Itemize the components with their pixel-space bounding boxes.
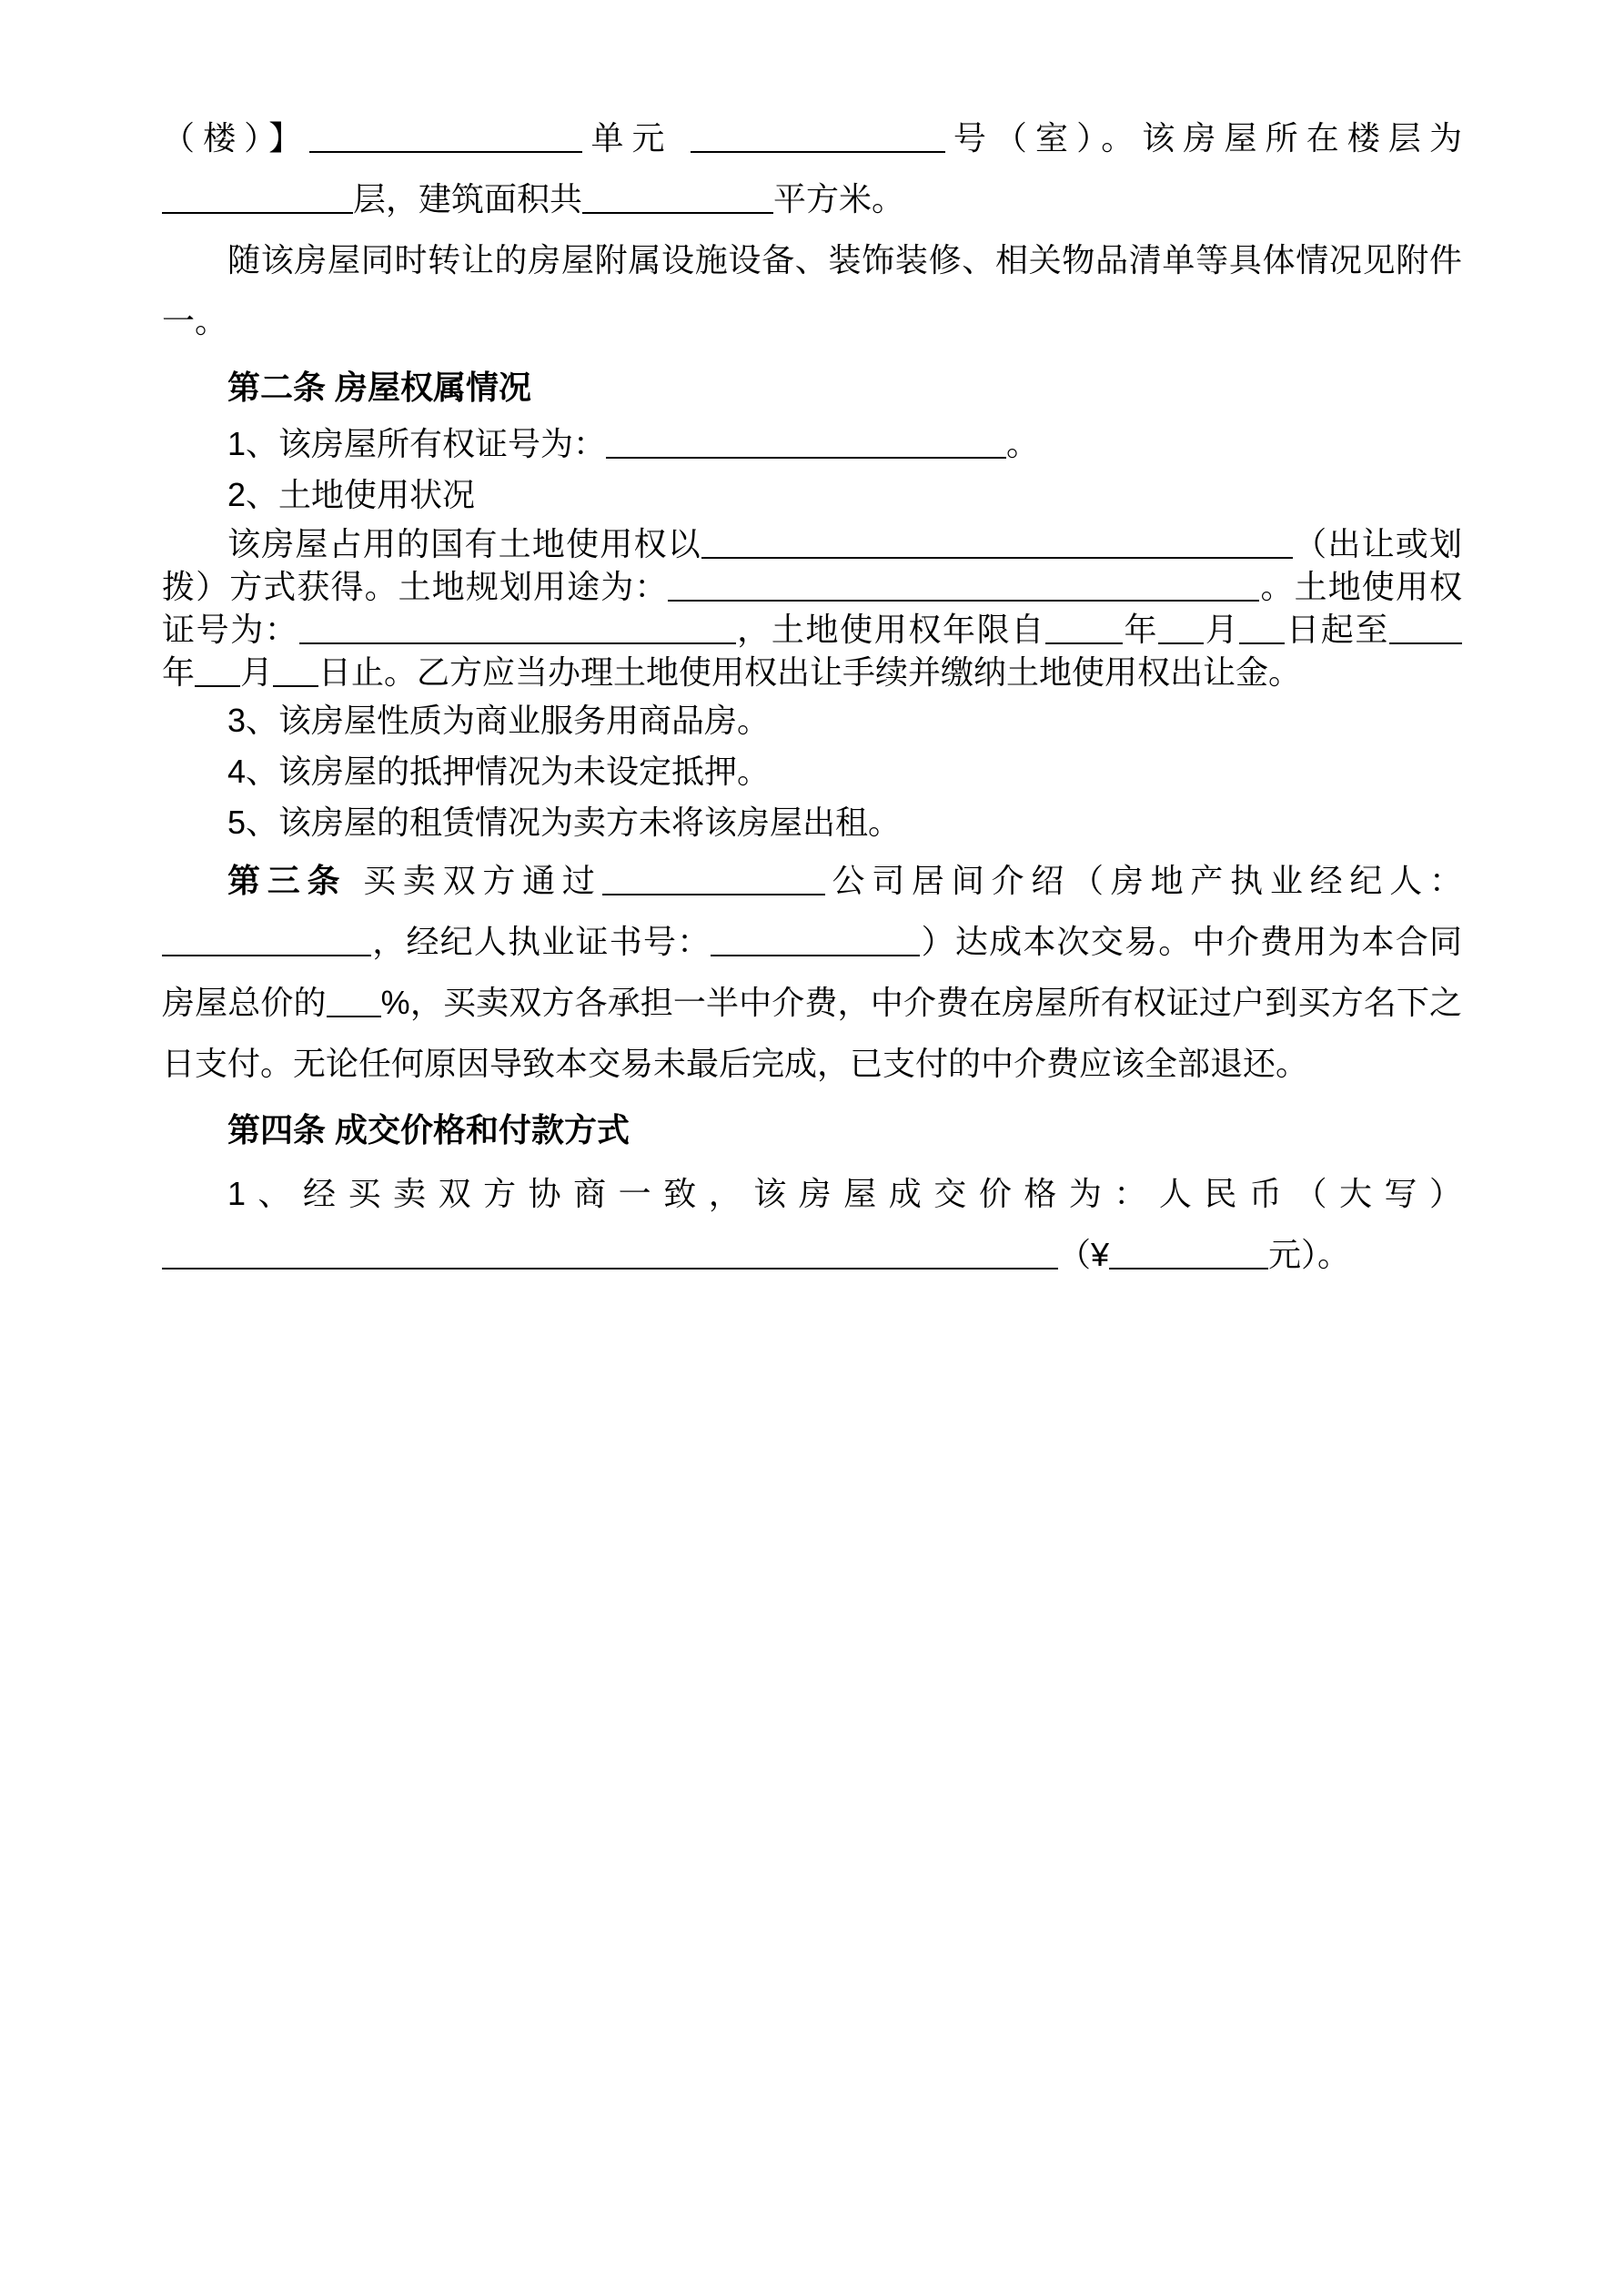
fill-in-blank: [1389, 612, 1462, 644]
fill-in-blank: [1109, 1237, 1268, 1269]
text-run: ，经纪人执业证书号：: [371, 923, 711, 960]
heading-text-run: 第三条: [227, 862, 348, 899]
para-land-use-detail: [162, 522, 1462, 693]
fill-in-blank: [162, 1237, 1058, 1269]
heading-text-run: 第四条 成交价格和付款方式: [227, 1111, 630, 1148]
item-land-use-status: [162, 471, 1462, 519]
para-house-unit-floor-area: [162, 107, 1462, 229]
fill-in-blank: [668, 569, 1259, 602]
fill-in-blank: [273, 654, 318, 687]
para-transaction-price: [162, 1163, 1462, 1285]
text-run: 公司居间介绍（房地产执业经纪人：: [824, 862, 1462, 899]
text-run: 号（室）。该房屋所在楼层为: [944, 119, 1462, 157]
text-run: 单元: [582, 119, 691, 157]
text-run: 。: [1006, 425, 1040, 462]
fill-in-blank: [162, 181, 353, 214]
item-lease-status: [162, 799, 1462, 846]
item-property-nature: [162, 697, 1462, 744]
text-run: 年: [162, 653, 196, 691]
text-run: ，土地使用权年限自: [735, 611, 1045, 648]
fill-in-blank: [701, 526, 1293, 559]
text-run: 1、经买卖双方协商一致，该房屋成交价格为：人民币（大写）: [227, 1175, 1462, 1212]
text-run: 元）。: [1268, 1236, 1351, 1273]
text-run: （出让或划拨）方式获得。土地规划用途为：: [162, 525, 1462, 605]
text-run: （¥: [1058, 1236, 1110, 1273]
fill-in-blank: [711, 924, 920, 956]
fill-in-blank: [691, 120, 945, 153]
item-ownership-certificate-no: [162, 420, 1462, 468]
para-attachment-list: [162, 229, 1462, 351]
text-run: 。土地使用权证号为：: [162, 568, 1462, 648]
fill-in-blank: [1045, 612, 1123, 644]
text-run: ）达成本次交易。中介费用为本合同房屋总价的: [162, 923, 1462, 1021]
fill-in-blank: [162, 924, 371, 956]
fill-in-blank: [195, 654, 240, 687]
text-run: 随该房屋同时转让的房屋附属设施设备、装饰装修、相关物品清单等具体情况见附件一。: [162, 241, 1462, 339]
text-run: 该房屋占用的国有土地使用权以: [227, 525, 701, 562]
text-run: 2、土地使用状况: [227, 476, 476, 513]
text-run: 1、该房屋所有权证号为：: [227, 425, 607, 462]
fill-in-blank: [582, 181, 773, 214]
fill-in-blank: [327, 985, 381, 1017]
text-run: 日起至: [1285, 611, 1389, 648]
heading-article-4: [162, 1107, 1462, 1154]
para-article-3-agency: [162, 850, 1462, 1094]
fill-in-blank: [1158, 612, 1204, 644]
text-run: 4、该房屋的抵押情况为未设定抵押。: [227, 753, 771, 790]
text-run: %，买卖双方各承担一半中介费，中介费在房屋所有权证过户到买方名下之日支付。无论任何原因导致本交易未最后完成，已支付的中介费应该全部退还。: [162, 984, 1462, 1082]
text-run: 3、该房屋性质为商业服务用商品房。: [227, 702, 771, 739]
text-run: 5、该房屋的租赁情况为卖方未将该房屋出租。: [227, 804, 902, 841]
fill-in-blank: [606, 426, 1006, 459]
fill-in-blank: [1239, 612, 1285, 644]
text-run: 年: [1122, 611, 1159, 648]
text-run: 日止。乙方应当办理土地使用权出让手续并缴纳土地使用权出让金。: [318, 653, 1302, 691]
text-run: （楼）】: [162, 119, 310, 157]
fill-in-blank: [299, 612, 736, 644]
text-run: 月: [1204, 611, 1240, 648]
text-run: 平方米。: [773, 180, 905, 217]
text-run: 月: [240, 653, 274, 691]
heading-text-run: 第二条 房屋权属情况: [227, 369, 532, 406]
fill-in-blank: [309, 120, 582, 153]
text-run: 层，建筑面积共: [353, 180, 583, 217]
item-mortgage-status: [162, 748, 1462, 795]
heading-article-2: [162, 364, 1462, 411]
fill-in-blank: [602, 863, 825, 895]
text-run: 买卖双方通过: [347, 862, 602, 899]
